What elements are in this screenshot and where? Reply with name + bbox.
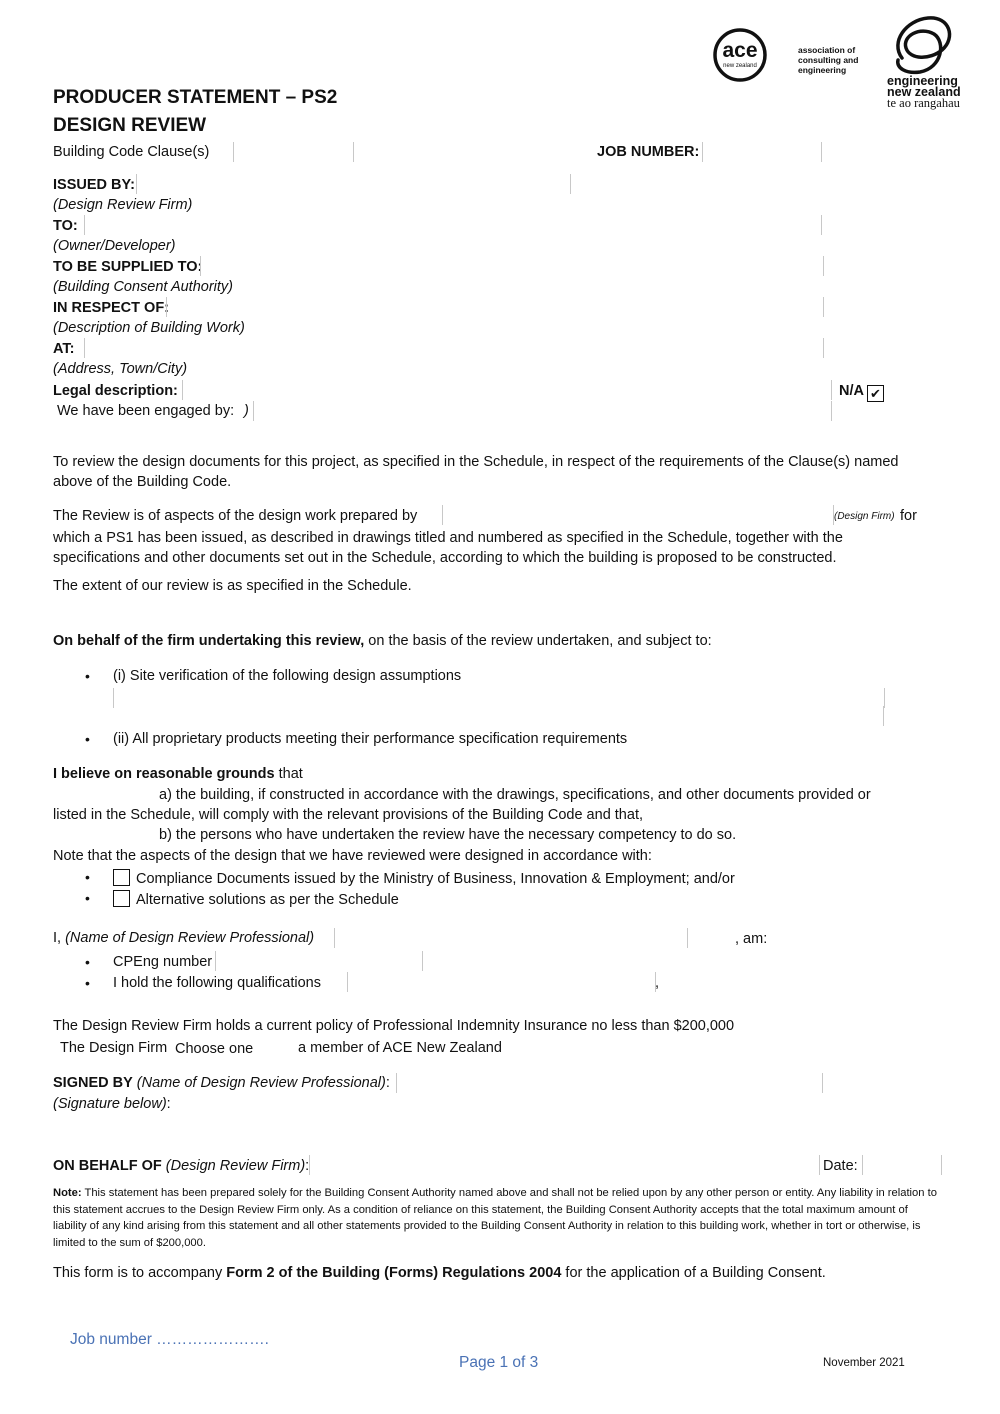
ace-text-3: engineering — [798, 65, 847, 75]
footer-date: November 2021 — [823, 1357, 905, 1369]
signature-line — [53, 1096, 171, 1112]
liability-note-label: Note: — [53, 1187, 82, 1199]
engaged-label: We have been engaged by: — [57, 403, 235, 419]
behalf-of-hint: (Design Review Firm) — [165, 1158, 306, 1174]
respect-label: IN RESPECT OF: — [53, 300, 170, 316]
believe-rest: that — [274, 766, 303, 782]
signature-colon: : — [166, 1096, 171, 1112]
believe-bold: I believe on reasonable grounds — [53, 766, 275, 782]
enz-text-3: te ao rangahau — [887, 96, 960, 110]
footer-page-number: Page 1 of 3 — [459, 1354, 539, 1371]
clause-a-line1: a) the building, if constructed in accordance with the drawings, specifications, and other documents provided or — [159, 787, 871, 803]
i-hint: (Name of Design Review Professional) — [65, 930, 315, 946]
behalf-of-bold: ON BEHALF OF — [53, 1158, 162, 1174]
footer-job-number: Job number …………………. — [70, 1331, 269, 1348]
na-label: N/A — [839, 383, 864, 399]
at-field[interactable] — [84, 338, 824, 358]
behalf-paragraph — [53, 633, 712, 649]
na-option[interactable] — [839, 383, 884, 402]
ps1-paragraph: which a PS1 has been issued, as described in drawings titled and numbered as specified in the Schedule, together with the specifications and other documents set out in the Schedule, according to which the building is proposed to be constructed. — [53, 530, 843, 566]
signed-hint: (Name of Design Review Professional) — [136, 1075, 386, 1091]
design-assumptions-field[interactable] — [113, 688, 885, 708]
behalf-of-field[interactable] — [309, 1155, 820, 1175]
qualifications-comma: , — [655, 975, 660, 991]
signed-colon: : — [385, 1075, 390, 1091]
page-title: PRODUCER STATEMENT – PS2 — [53, 87, 338, 108]
respect-field[interactable] — [166, 297, 824, 317]
liability-note — [53, 1185, 938, 1251]
date-field[interactable] — [862, 1155, 942, 1175]
check2-dot: • — [85, 890, 90, 906]
compliance-option[interactable] — [113, 869, 735, 887]
signed-bold: SIGNED BY — [53, 1075, 133, 1091]
behalf-bold: On behalf of the firm undertaking this review, — [53, 633, 365, 649]
am-text: , am: — [735, 931, 768, 947]
issued-by-field[interactable] — [136, 174, 571, 194]
supplied-hint: (Building Consent Authority) — [53, 279, 233, 295]
note-aspects: Note that the aspects of the design that we have reviewed were designed in accordance with: — [53, 848, 652, 864]
review-paragraph: To review the design documents for this project, as specified in the Schedule, in respect of the requirements of the Clause(s) named above of the Building Code. — [53, 454, 899, 490]
signed-line — [53, 1075, 390, 1091]
supplied-label: TO BE SUPPLIED TO: — [53, 259, 203, 275]
signature-hint: (Signature below) — [53, 1096, 167, 1112]
supplied-field[interactable] — [200, 256, 824, 276]
form-note-bold: Form 2 of the Building (Forms) Regulations 2004 — [226, 1265, 562, 1281]
clause-b-line: b) the persons who have undertaken the review have the necessary competency to do so. — [159, 827, 737, 843]
design-firm-field[interactable] — [442, 505, 834, 525]
form-note-end: for the application of a Building Consent. — [561, 1265, 826, 1281]
bullet-ii-text: (ii) All proprietary products meeting their performance specification requirements — [113, 731, 628, 747]
behalf-of-line — [53, 1158, 309, 1174]
extent-paragraph: The extent of our review is as specified in the Schedule. — [53, 578, 412, 594]
ace-text-2: consulting and — [798, 55, 859, 65]
at-hint: (Address, Town/City) — [53, 361, 188, 377]
design-for: for — [900, 508, 917, 524]
member-text: a member of ACE New Zealand — [298, 1040, 502, 1056]
bullet-ii-dot: • — [85, 731, 90, 747]
issued-by-hint: (Design Review Firm) — [53, 197, 193, 213]
to-field[interactable] — [84, 215, 822, 235]
at-label: AT: — [53, 341, 75, 357]
form-note — [53, 1265, 826, 1281]
engaged-field[interactable] — [253, 401, 832, 421]
design-assumptions-bar — [883, 706, 884, 726]
form-note-start: This form is to accompany — [53, 1265, 227, 1281]
date-label: Date: — [823, 1158, 858, 1174]
page-subtitle: DESIGN REVIEW — [53, 115, 207, 136]
design-firm-hint: (Design Firm) — [834, 511, 895, 522]
enz-text-2: new zealand — [887, 85, 961, 99]
qualifications-field[interactable] — [347, 972, 656, 992]
to-label: TO: — [53, 218, 78, 234]
professional-name-field[interactable] — [334, 928, 688, 948]
legal-field[interactable] — [182, 380, 832, 400]
check1-dot: • — [85, 869, 90, 885]
bullet-i-text: (i) Site verification of the following design assumptions — [113, 668, 462, 684]
design-firm-label: The Design Firm — [60, 1040, 168, 1056]
alternative-label: Alternative solutions as per the Schedule — [136, 892, 399, 908]
i-line — [53, 930, 314, 946]
respect-hint: (Description of Building Work) — [53, 320, 245, 336]
member-dropdown[interactable]: Choose one — [175, 1041, 254, 1057]
liability-note-text: This statement has been prepared solely for the Building Consent Authority named above and shall not be relied upon by any other person or entity. Any liability in relation to this statement accrues to the Design Review Firm only. As a condition of reliance on this statement, the Building Consent Authority accepts that the total maximum amount of liability of any kind arising from this statement and all other statements provided to the Building Consent Authority in relation to this building work, whether in tort or otherwise, is limited to the sum of $200,000. — [53, 1187, 937, 1249]
building-code-field[interactable] — [233, 142, 354, 162]
insurance-text: The Design Review Firm holds a current policy of Professional Indemnity Insurance no less than $200,000 — [53, 1018, 735, 1034]
compliance-label: Compliance Documents issued by the Ministry of Business, Innovation & Employment; and/or — [136, 871, 735, 887]
engineering-nz-knot-icon — [888, 12, 960, 78]
job-number-label: JOB NUMBER: — [597, 144, 700, 160]
cpeng-field[interactable] — [215, 951, 423, 971]
i-label: I, — [53, 930, 62, 946]
behalf-of-colon: : — [305, 1158, 310, 1174]
engaged-paren: ) — [244, 403, 249, 419]
enz-text-1: engineering — [887, 74, 958, 88]
issued-by-label: ISSUED BY: — [53, 177, 135, 193]
behalf-rest: on the basis of the review undertaken, and subject to: — [364, 633, 712, 649]
ace-text-1: association of — [798, 45, 856, 55]
compliance-checkbox[interactable] — [113, 869, 130, 886]
qual-dot: • — [85, 975, 90, 991]
alternative-option[interactable] — [113, 890, 399, 908]
cpeng-label: CPEng number — [113, 954, 213, 970]
building-code-label: Building Code Clause(s) — [53, 144, 210, 160]
na-checkbox[interactable]: ✔ — [867, 385, 884, 402]
legal-label: Legal description: — [53, 383, 178, 399]
to-hint: (Owner/Developer) — [53, 238, 176, 254]
qualifications-label: I hold the following qualifications — [113, 975, 321, 991]
ace-logo — [712, 27, 768, 83]
job-number-field[interactable] — [702, 142, 822, 162]
ace-mark: ace — [722, 39, 758, 62]
bullet-i-dot: • — [85, 668, 90, 684]
design-work-prepared: The Review is of aspects of the design work prepared by — [53, 508, 418, 524]
clause-a-line2: listed in the Schedule, will comply with the relevant provisions of the Building Code and that, — [53, 807, 643, 823]
signed-field[interactable] — [396, 1073, 823, 1093]
alternative-checkbox[interactable] — [113, 890, 130, 907]
believe-line — [53, 766, 303, 782]
ace-sub: new zealand — [723, 63, 757, 69]
cpeng-dot: • — [85, 954, 90, 970]
